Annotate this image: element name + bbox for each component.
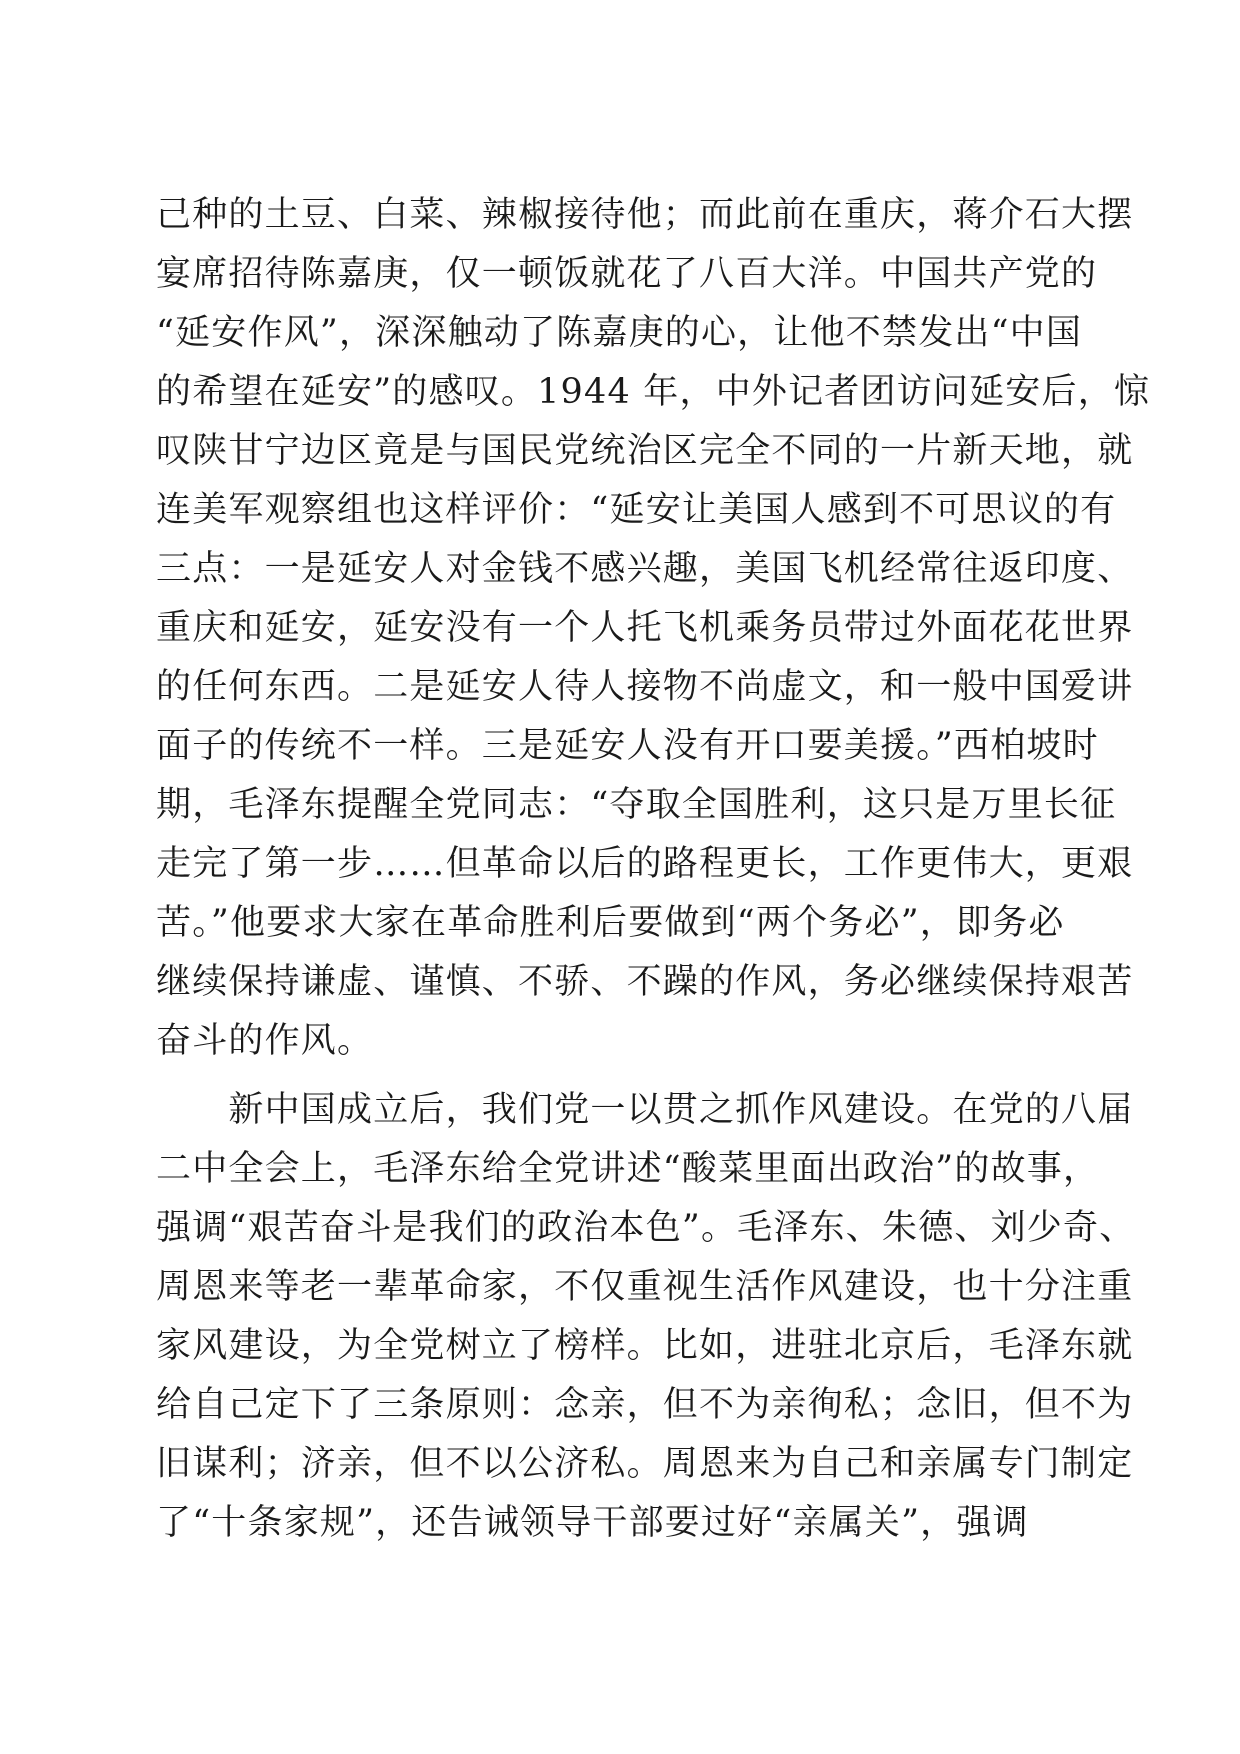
text-line: 了“十条家规”，还告诫领导干部要过好“亲属关”，强调 — [156, 1503, 1029, 1543]
text-line: 叹陕甘宁边区竟是与国民党统治区完全不同的一片新天地，就 — [156, 431, 1134, 471]
text-line: 奋斗的作风。 — [156, 1021, 374, 1061]
text-line: 新中国成立后，我们党一以贯之抓作风建设。在党的八届 — [156, 1090, 1134, 1130]
text-line: 周恩来等老一辈革命家，不仅重视生活作风建设，也十分注重 — [156, 1267, 1134, 1307]
text-line: 三点：一是延安人对金钱不感兴趣，美国飞机经常往返印度、 — [156, 549, 1134, 589]
text-line: 继续保持谦虚、谨慎、不骄、不躁的作风，务必继续保持艰苦 — [156, 962, 1134, 1002]
text-line: 走完了第一步……但革命以后的路程更长，工作更伟大，更艰 — [156, 844, 1134, 884]
text-line: 的任何东西。二是延安人待人接物不尚虚文，和一般中国爱讲 — [156, 667, 1134, 707]
text-line: 强调“艰苦奋斗是我们的政治本色”。毛泽东、朱德、刘少奇、 — [156, 1208, 1136, 1248]
text-line: 的希望在延安”的感叹。1944 年，中外记者团访问延安后，惊 — [156, 372, 1151, 412]
body-text — [156, 186, 1151, 1553]
text-line: 宴席招待陈嘉庚，仅一顿饭就花了八百大洋。中国共产党的 — [156, 254, 1098, 294]
text-line: 面子的传统不一样。三是延安人没有开口要美援。”西柏坡时 — [156, 726, 1099, 766]
text-line: 家风建设，为全党树立了榜样。比如，进驻北京后，毛泽东就 — [156, 1326, 1134, 1366]
text-line: 己种的土豆、白菜、辣椒接待他；而此前在重庆，蒋介石大摆 — [156, 195, 1134, 235]
text-line: 重庆和延安，延安没有一个人托飞机乘务员带过外面花花世界 — [156, 608, 1134, 648]
text-line: 期，毛泽东提醒全党同志：“夺取全国胜利，这只是万里长征 — [156, 785, 1117, 825]
text-line: 连美军观察组也这样评价：“延安让美国人感到不可思议的有 — [156, 490, 1117, 530]
text-line: 苦。”他要求大家在革命胜利后要做到“两个务必”，即务必 — [156, 903, 1065, 943]
paragraph-1 — [156, 186, 1151, 1071]
text-line: “延安作风”，深深触动了陈嘉庚的心，让他不禁发出“中国 — [156, 313, 1083, 353]
text-line: 给自己定下了三条原则：念亲，但不为亲徇私；念旧，但不为 — [156, 1385, 1134, 1425]
text-line: 旧谋利；济亲，但不以公济私。周恩来为自己和亲属专门制定 — [156, 1444, 1134, 1484]
paragraph-2 — [156, 1081, 1136, 1553]
text-line: 二中全会上，毛泽东给全党讲述“酸菜里面出政治”的故事， — [156, 1149, 1100, 1189]
